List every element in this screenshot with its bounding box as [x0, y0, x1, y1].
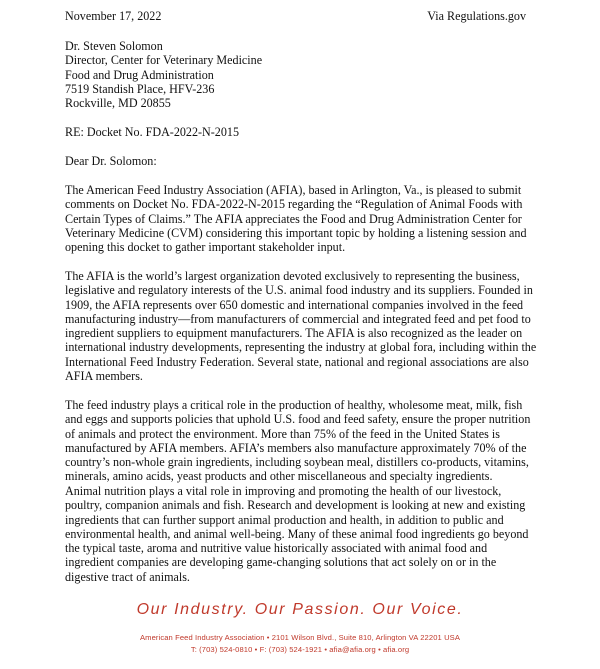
recipient-line: Rockville, MD 20855	[65, 96, 171, 111]
paragraph-line: environmental health, and animal well-being. Many of these animal food ingredients go beyond	[65, 526, 529, 541]
body-paragraph	[65, 484, 537, 584]
paragraph-line: 1909, the AFIA represents over 650 domestic and international companies involved in the feed	[65, 297, 524, 312]
paragraph-line: Animal nutrition plays a vital role in improving and promoting the health of our livestock,	[65, 484, 502, 498]
body-paragraph	[65, 269, 537, 383]
recipient-line: Food and Drug Administration	[65, 67, 214, 82]
paragraph-line: digestive tract of animals.	[65, 569, 190, 584]
body-paragraph	[65, 183, 537, 254]
paragraph-line: country’s non-whole grain ingredients, including soybean meal, distillers co-products, vitamins,	[65, 455, 529, 470]
paragraph-line: of animals and protect the environment. More than 75% of the feed in the United States is	[65, 426, 500, 441]
body-paragraph	[65, 398, 537, 484]
footer-contact: T: (703) 524-0810 • F: (703) 524-1921 • afia@afia.org • afia.org	[190, 645, 410, 654]
paragraph-line: manufacturing industry—from manufacturers of commercial and integrated feed and pet food to	[65, 311, 531, 326]
paragraph-line: The feed industry plays a critical role in the production of healthy, wholesome meat, milk, fish	[65, 398, 523, 412]
recipient-line: Dr. Steven Solomon	[65, 39, 163, 53]
paragraph-line: opening this docket to gather important stakeholder input.	[65, 240, 346, 255]
footer-slogan: Our Industry. Our Passion. Our Voice.	[136, 601, 464, 618]
recipient-address	[65, 39, 262, 110]
paragraph-line: ingredient companies are developing game-changing solutions that act solely on or in the	[65, 555, 497, 570]
paragraph-line: legislative and regulatory interests of the U.S. animal food industry and its suppliers. Founded in	[65, 283, 533, 298]
paragraph-line: minerals, amino acids, yeast products and other miscellaneous and specialty ingredients.	[65, 469, 493, 484]
paragraph-line: The AFIA is the world’s largest organization devoted exclusively to representing the business,	[65, 269, 520, 283]
salutation: Dear Dr. Solomon:	[65, 154, 157, 168]
paragraph-line: ingredient suppliers to equipment manufacturers. The AFIA is also recognized as the leader on	[65, 326, 523, 341]
recipient-line: Director, Center for Veterinary Medicine	[65, 53, 263, 68]
footer-address: American Feed Industry Association • 2101 Wilson Blvd., Suite 810, Arlington VA 22201 USA	[140, 633, 460, 642]
paragraph-line: AFIA members.	[65, 369, 143, 384]
paragraph-line: Certain Types of Claims.” The AFIA appreciates the Food and Drug Administration Center for	[65, 211, 522, 226]
paragraph-line: poultry, companion animals and fish. Research and development is looking at new and existing	[65, 498, 526, 513]
paragraph-line: comments on Docket No. FDA-2022-N-2015 regarding the “Regulation of Animal Foods with	[65, 197, 523, 212]
paragraph-line: and eggs and supports policies that uphold U.S. food and feed safety, ensure the proper nutrition	[65, 412, 531, 427]
delivery-method: Via Regulations.gov	[427, 9, 526, 23]
paragraph-line: the typical taste, aroma and nutritive value historically associated with animal food and	[65, 541, 488, 556]
paragraph-line: manufactured by AFIA members. AFIA’s members also manufacture approximately 70% of the	[65, 440, 527, 455]
letter-date: November 17, 2022	[65, 9, 162, 23]
paragraph-line: The American Feed Industry Association (AFIA), based in Arlington, Va., is pleased to submit	[65, 183, 522, 197]
re-line: RE: Docket No. FDA-2022-N-2015	[65, 125, 239, 139]
paragraph-line: international industry developments, representing the industry at global fora, including within the	[65, 340, 537, 355]
paragraph-line: ingredients that can further support animal production and health, in addition to public and	[65, 512, 504, 527]
paragraph-line: Veterinary Medicine (CVM) considering this important topic by holding a listening session and	[65, 225, 527, 240]
recipient-line: 7519 Standish Place, HFV-236	[65, 81, 215, 96]
paragraph-line: International Feed Industry Federation. Several state, national and regional associations are also	[65, 354, 529, 369]
